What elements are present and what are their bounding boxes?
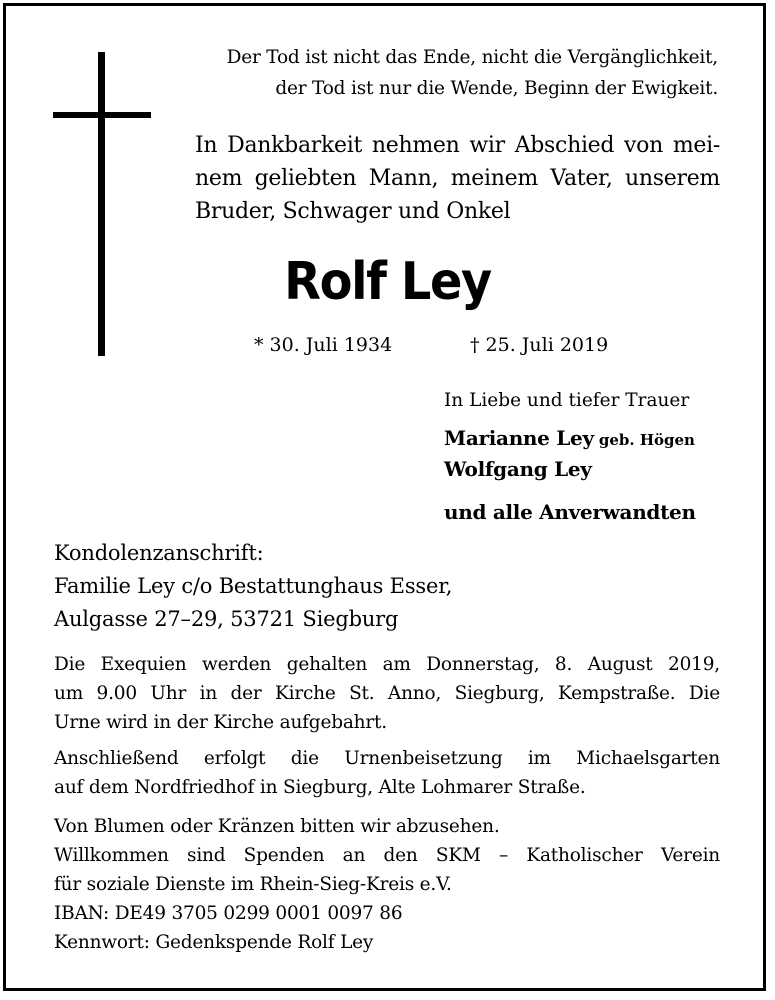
mourners-others: und alle Anverwandten — [444, 500, 696, 524]
address-line: Aulgasse 27–29, 53721 Siegburg — [54, 607, 399, 631]
deceased-name: Rolf Ley — [284, 252, 491, 312]
donation-iban: IBAN: DE49 3705 0299 0001 0097 86 — [54, 903, 403, 924]
donation-line: für soziale Dienste im Rhein-Sieg-Kreis e.V. — [54, 874, 452, 895]
exequien-line: um 9.00 Uhr in der Kirche St. Anno, Siegburg, Kempstraße. Die — [54, 683, 720, 704]
donation-line: Willkommen sind Spenden an den SKM – Katholischer Verein — [54, 845, 720, 866]
cross-icon-bar — [53, 112, 151, 118]
death-date: † 25. Juli 2019 — [470, 334, 609, 356]
mourner-1-name: Marianne Ley — [444, 426, 594, 450]
intro-line: In Dankbarkeit nehmen wir Abschied von mei- — [195, 133, 720, 158]
mourners-lead: In Liebe und tiefer Trauer — [444, 390, 690, 411]
mourner-2: Wolfgang Ley — [444, 457, 592, 481]
address-line: Familie Ley c/o Bestattunghaus Esser, — [54, 574, 453, 598]
mourner-1-note: geb. Högen — [598, 431, 695, 449]
exequien-line: Die Exequien werden gehalten am Donnerstag, 8. August 2019, — [54, 654, 720, 675]
burial-line: auf dem Nordfriedhof in Siegburg, Alte Lohmarer Straße. — [54, 777, 586, 798]
motto-line: Der Tod ist nicht das Ende, nicht die Vergänglichkeit, — [226, 47, 718, 68]
exequien-line: Urne wird in der Kirche aufgebahrt. — [54, 712, 387, 733]
donation-line: Von Blumen oder Kränzen bitten wir abzusehen. — [54, 816, 500, 837]
birth-date: * 30. Juli 1934 — [254, 334, 393, 356]
donation-keyword: Kennwort: Gedenkspende Rolf Ley — [54, 932, 374, 953]
intro-line: Bruder, Schwager und Onkel — [195, 199, 511, 224]
motto-line: der Tod ist nur die Wende, Beginn der Ewigkeit. — [275, 78, 718, 99]
address-line: Kondolenzanschrift: — [54, 541, 264, 565]
mourner-1 — [444, 426, 695, 450]
intro-line: nem geliebten Mann, meinem Vater, unserem — [195, 166, 720, 191]
burial-line: Anschließend erfolgt die Urnenbeisetzung im Michaelsgarten — [54, 748, 720, 769]
